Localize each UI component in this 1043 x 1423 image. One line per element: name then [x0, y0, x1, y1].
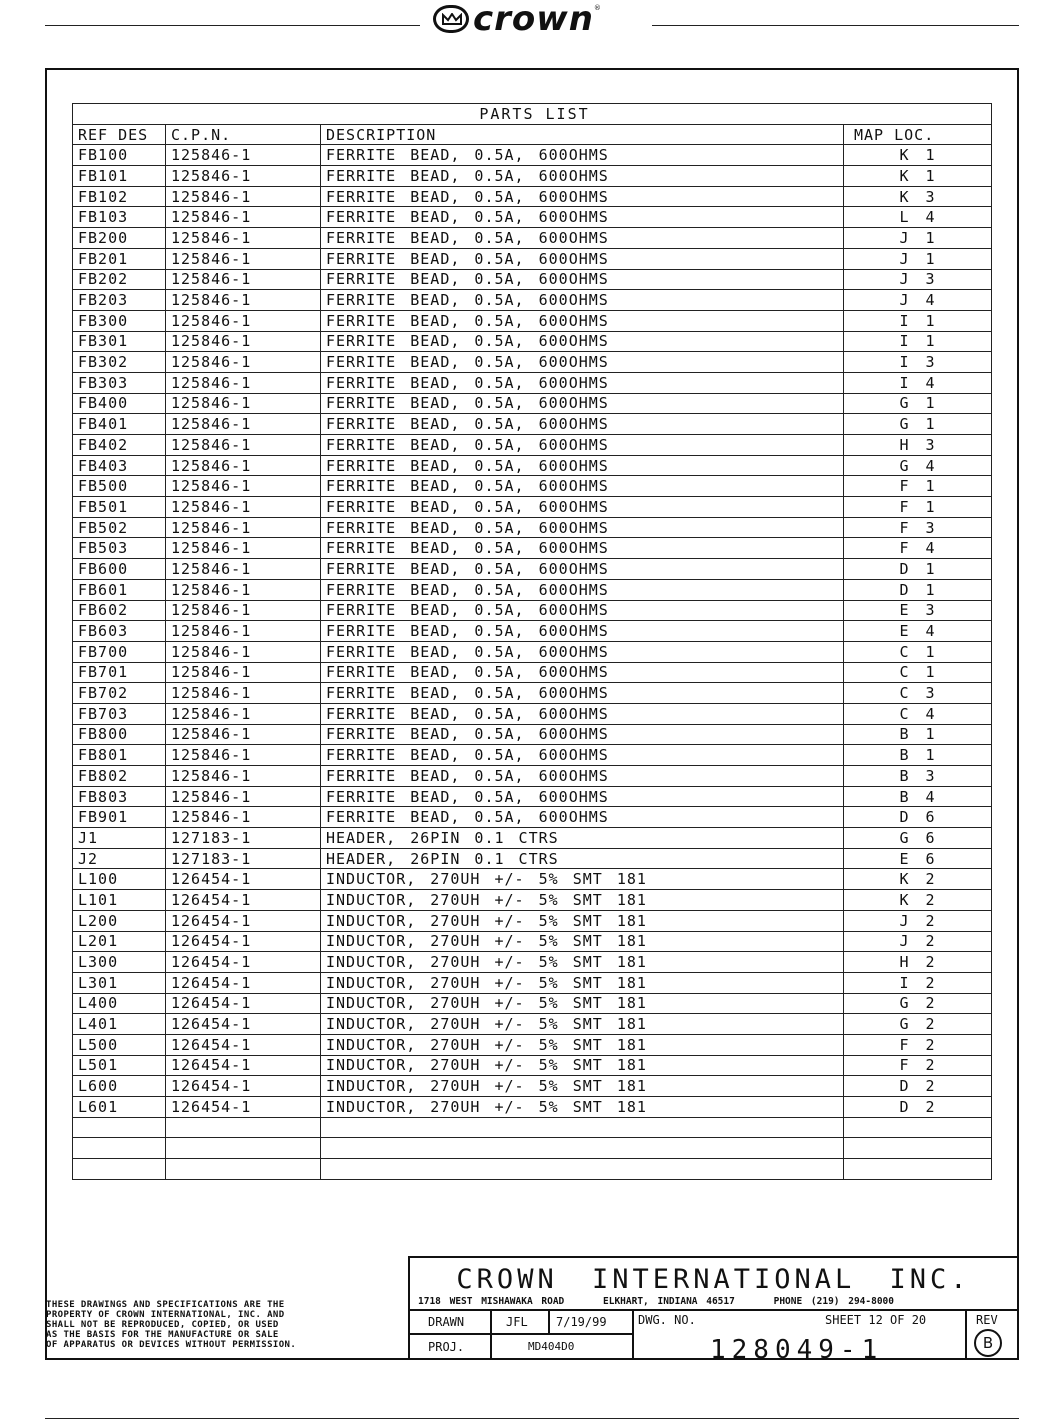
cell-map-loc: I 1 — [844, 310, 992, 331]
table-row — [73, 166, 992, 187]
crown-logo — [433, 0, 646, 39]
table-row — [73, 910, 992, 931]
cell-map-loc: I 2 — [844, 972, 992, 993]
cell-ref-des: FB500 — [73, 476, 166, 497]
cell-map-loc: F 3 — [844, 517, 992, 538]
cell-map-loc: I 4 — [844, 372, 992, 393]
cell-ref-des: L600 — [73, 1076, 166, 1097]
cell-description: INDUCTOR, 270UH +/- 5% SMT 181 — [321, 1034, 844, 1055]
table-row — [73, 207, 992, 228]
cell-description: FERRITE BEAD, 0.5A, 600OHMS — [321, 786, 844, 807]
cell-ref-des: FB800 — [73, 724, 166, 745]
cell-ref-des: FB103 — [73, 207, 166, 228]
table-row — [73, 579, 992, 600]
parts-title-row — [73, 104, 992, 125]
table-row — [73, 1076, 992, 1097]
cell-description — [321, 1117, 844, 1138]
cell-cpn: 125846-1 — [166, 186, 321, 207]
cell-map-loc: F 1 — [844, 497, 992, 518]
cell-ref-des: FB101 — [73, 166, 166, 187]
cell-ref-des: FB600 — [73, 559, 166, 580]
col-header-ref-des: REF DES — [73, 124, 166, 145]
cell-map-loc: C 3 — [844, 683, 992, 704]
cell-map-loc: E 4 — [844, 621, 992, 642]
company-address-line — [418, 1296, 894, 1307]
title-block-divider — [965, 1309, 967, 1360]
cell-cpn: 125846-1 — [166, 662, 321, 683]
cell-map-loc — [844, 1159, 992, 1180]
cell-map-loc: D 6 — [844, 807, 992, 828]
table-row — [73, 1034, 992, 1055]
cell-description: INDUCTOR, 270UH +/- 5% SMT 181 — [321, 1097, 844, 1118]
cell-description: FERRITE BEAD, 0.5A, 600OHMS — [321, 248, 844, 269]
title-block-divider — [410, 1333, 632, 1335]
cell-map-loc: C 1 — [844, 662, 992, 683]
cell-ref-des: FB100 — [73, 145, 166, 166]
cell-ref-des: L400 — [73, 993, 166, 1014]
table-row — [73, 807, 992, 828]
cell-ref-des: FB203 — [73, 290, 166, 311]
cell-description: INDUCTOR, 270UH +/- 5% SMT 181 — [321, 972, 844, 993]
cell-ref-des: FB302 — [73, 352, 166, 373]
cell-ref-des: FB400 — [73, 393, 166, 414]
cell-cpn: 125846-1 — [166, 559, 321, 580]
cell-description: FERRITE BEAD, 0.5A, 600OHMS — [321, 414, 844, 435]
header-rule-left — [45, 25, 420, 26]
cell-ref-des: FB702 — [73, 683, 166, 704]
cell-ref-des: L301 — [73, 972, 166, 993]
cell-cpn: 125846-1 — [166, 269, 321, 290]
cell-map-loc: F 2 — [844, 1055, 992, 1076]
proprietary-notice: THESE DRAWINGS AND SPECIFICATIONS ARE THE PROPERTY OF CROWN INTERNATIONAL, INC. AND SHALL NOT BE REPRODUCED, COPIED, OR USED AS THE BASIS FOR THE MANUFACTURE OR SALE OF APPARATUS OR DEVICES WITHOUT PERMISSION. — [46, 1300, 297, 1350]
table-row — [73, 497, 992, 518]
table-row — [73, 1159, 992, 1180]
cell-description: FERRITE BEAD, 0.5A, 600OHMS — [321, 517, 844, 538]
table-row — [73, 290, 992, 311]
cell-ref-des: FB402 — [73, 435, 166, 456]
cell-cpn: 125846-1 — [166, 497, 321, 518]
cell-map-loc: K 3 — [844, 186, 992, 207]
cell-map-loc: D 1 — [844, 579, 992, 600]
cell-ref-des: FB200 — [73, 228, 166, 249]
cell-description: HEADER, 26PIN 0.1 CTRS — [321, 828, 844, 849]
table-row — [73, 393, 992, 414]
cell-cpn: 126454-1 — [166, 1055, 321, 1076]
cell-map-loc: J 3 — [844, 269, 992, 290]
cell-ref-des — [73, 1117, 166, 1138]
cell-cpn: 125846-1 — [166, 331, 321, 352]
cell-ref-des: FB603 — [73, 621, 166, 642]
cell-ref-des: L401 — [73, 1014, 166, 1035]
rev-label: REV — [976, 1313, 998, 1327]
cell-ref-des: FB602 — [73, 600, 166, 621]
table-row — [73, 1138, 992, 1159]
table-row — [73, 724, 992, 745]
cell-ref-des: J1 — [73, 828, 166, 849]
cell-map-loc: G 2 — [844, 993, 992, 1014]
table-row — [73, 248, 992, 269]
table-row — [73, 703, 992, 724]
cell-map-loc: D 2 — [844, 1097, 992, 1118]
revision-letter: B — [974, 1329, 1002, 1357]
table-row — [73, 828, 992, 849]
table-row — [73, 331, 992, 352]
cell-cpn: 125846-1 — [166, 476, 321, 497]
cell-description: FERRITE BEAD, 0.5A, 600OHMS — [321, 683, 844, 704]
cell-description: FERRITE BEAD, 0.5A, 600OHMS — [321, 269, 844, 290]
cell-ref-des: FB502 — [73, 517, 166, 538]
cell-description: FERRITE BEAD, 0.5A, 600OHMS — [321, 703, 844, 724]
drawn-label: DRAWN — [428, 1315, 465, 1329]
cell-description: INDUCTOR, 270UH +/- 5% SMT 181 — [321, 1014, 844, 1035]
cell-ref-des: FB503 — [73, 538, 166, 559]
cell-description: FERRITE BEAD, 0.5A, 600OHMS — [321, 352, 844, 373]
cell-description: INDUCTOR, 270UH +/- 5% SMT 181 — [321, 910, 844, 931]
parts-list-table — [72, 103, 992, 1180]
cell-ref-des: FB301 — [73, 331, 166, 352]
cell-cpn: 126454-1 — [166, 972, 321, 993]
cell-ref-des: FB202 — [73, 269, 166, 290]
cell-description: FERRITE BEAD, 0.5A, 600OHMS — [321, 290, 844, 311]
table-row — [73, 952, 992, 973]
cell-cpn: 125846-1 — [166, 414, 321, 435]
table-row — [73, 228, 992, 249]
cell-description: FERRITE BEAD, 0.5A, 600OHMS — [321, 372, 844, 393]
cell-map-loc — [844, 1138, 992, 1159]
table-row — [73, 848, 992, 869]
cell-cpn: 126454-1 — [166, 910, 321, 931]
header-rule-right — [652, 25, 1019, 26]
cell-cpn: 125846-1 — [166, 290, 321, 311]
cell-description: HEADER, 26PIN 0.1 CTRS — [321, 848, 844, 869]
table-row — [73, 641, 992, 662]
cell-map-loc: B 4 — [844, 786, 992, 807]
table-row — [73, 186, 992, 207]
cell-cpn: 125846-1 — [166, 166, 321, 187]
table-row — [73, 559, 992, 580]
cell-map-loc: L 4 — [844, 207, 992, 228]
cell-map-loc: G 6 — [844, 828, 992, 849]
cell-description: FERRITE BEAD, 0.5A, 600OHMS — [321, 641, 844, 662]
city-state-zip: ELKHART, INDIANA 46517 — [603, 1296, 735, 1307]
title-block-divider — [548, 1309, 550, 1333]
cell-description: FERRITE BEAD, 0.5A, 600OHMS — [321, 207, 844, 228]
table-row — [73, 621, 992, 642]
cell-ref-des: L101 — [73, 890, 166, 911]
cell-map-loc: J 4 — [844, 290, 992, 311]
cell-ref-des — [73, 1159, 166, 1180]
table-row — [73, 1014, 992, 1035]
cell-cpn: 125846-1 — [166, 145, 321, 166]
cell-cpn: 125846-1 — [166, 807, 321, 828]
cell-cpn: 125846-1 — [166, 248, 321, 269]
table-row — [73, 662, 992, 683]
cell-map-loc: J 2 — [844, 931, 992, 952]
cell-description: FERRITE BEAD, 0.5A, 600OHMS — [321, 724, 844, 745]
cell-description: FERRITE BEAD, 0.5A, 600OHMS — [321, 228, 844, 249]
table-row — [73, 538, 992, 559]
cell-ref-des: FB300 — [73, 310, 166, 331]
cell-cpn: 125846-1 — [166, 393, 321, 414]
cell-ref-des: FB901 — [73, 807, 166, 828]
cell-ref-des: L201 — [73, 931, 166, 952]
cell-description: FERRITE BEAD, 0.5A, 600OHMS — [321, 621, 844, 642]
cell-cpn: 125846-1 — [166, 600, 321, 621]
dwg-no-label: DWG. NO. — [638, 1313, 696, 1327]
cell-map-loc: G 1 — [844, 414, 992, 435]
cell-cpn: 125846-1 — [166, 683, 321, 704]
cell-map-loc: G 4 — [844, 455, 992, 476]
crown-icon — [433, 5, 469, 33]
brand-wordmark: crown — [473, 0, 594, 39]
table-row — [73, 786, 992, 807]
registered-mark: ® — [593, 4, 601, 12]
phone-number: PHONE (219) 294-8000 — [773, 1296, 894, 1307]
cell-ref-des: L200 — [73, 910, 166, 931]
cell-map-loc: E 3 — [844, 600, 992, 621]
cell-cpn: 127183-1 — [166, 828, 321, 849]
cell-cpn — [166, 1117, 321, 1138]
cell-map-loc: C 1 — [844, 641, 992, 662]
cell-description: FERRITE BEAD, 0.5A, 600OHMS — [321, 186, 844, 207]
cell-ref-des: FB403 — [73, 455, 166, 476]
cell-description: FERRITE BEAD, 0.5A, 600OHMS — [321, 559, 844, 580]
table-row — [73, 435, 992, 456]
proj-value: MD404D0 — [528, 1340, 575, 1353]
cell-description: FERRITE BEAD, 0.5A, 600OHMS — [321, 435, 844, 456]
table-row — [73, 745, 992, 766]
table-row — [73, 600, 992, 621]
cell-map-loc: K 2 — [844, 890, 992, 911]
cell-description: FERRITE BEAD, 0.5A, 600OHMS — [321, 166, 844, 187]
cell-cpn: 126454-1 — [166, 1014, 321, 1035]
cell-ref-des: L100 — [73, 869, 166, 890]
cell-cpn — [166, 1138, 321, 1159]
cell-description: FERRITE BEAD, 0.5A, 600OHMS — [321, 145, 844, 166]
table-row — [73, 310, 992, 331]
cell-description: FERRITE BEAD, 0.5A, 600OHMS — [321, 766, 844, 787]
table-row — [73, 414, 992, 435]
cell-map-loc: B 1 — [844, 745, 992, 766]
sheet-number: SHEET 12 OF 20 — [825, 1313, 927, 1327]
cell-cpn: 125846-1 — [166, 435, 321, 456]
table-row — [73, 931, 992, 952]
cell-ref-des: J2 — [73, 848, 166, 869]
cell-cpn: 125846-1 — [166, 517, 321, 538]
proj-label: PROJ. — [428, 1340, 465, 1354]
cell-description — [321, 1138, 844, 1159]
cell-ref-des: L500 — [73, 1034, 166, 1055]
table-row — [73, 269, 992, 290]
cell-map-loc: G 2 — [844, 1014, 992, 1035]
cell-cpn: 125846-1 — [166, 621, 321, 642]
cell-map-loc: J 1 — [844, 228, 992, 249]
cell-cpn: 126454-1 — [166, 1076, 321, 1097]
cell-cpn: 125846-1 — [166, 310, 321, 331]
title-block-divider — [490, 1309, 492, 1360]
cell-cpn: 125846-1 — [166, 579, 321, 600]
cell-description: FERRITE BEAD, 0.5A, 600OHMS — [321, 455, 844, 476]
cell-ref-des — [73, 1138, 166, 1159]
table-row — [73, 683, 992, 704]
table-row — [73, 372, 992, 393]
col-header-map-loc: MAP LOC. — [844, 124, 992, 145]
cell-cpn: 126454-1 — [166, 931, 321, 952]
cell-cpn: 125846-1 — [166, 724, 321, 745]
title-block-divider — [632, 1309, 634, 1360]
cell-map-loc: D 2 — [844, 1076, 992, 1097]
cell-cpn: 126454-1 — [166, 952, 321, 973]
cell-map-loc: H 2 — [844, 952, 992, 973]
title-block-divider — [410, 1309, 1017, 1311]
cell-map-loc — [844, 1117, 992, 1138]
cell-cpn: 125846-1 — [166, 207, 321, 228]
company-name: CROWN INTERNATIONAL INC. — [456, 1264, 971, 1295]
cell-cpn: 125846-1 — [166, 538, 321, 559]
cell-map-loc: G 1 — [844, 393, 992, 414]
cell-map-loc: I 1 — [844, 331, 992, 352]
cell-map-loc: B 3 — [844, 766, 992, 787]
cell-ref-des: FB601 — [73, 579, 166, 600]
cell-ref-des: FB703 — [73, 703, 166, 724]
cell-map-loc: K 2 — [844, 869, 992, 890]
cell-ref-des: FB303 — [73, 372, 166, 393]
table-row — [73, 890, 992, 911]
table-row — [73, 766, 992, 787]
cell-description: FERRITE BEAD, 0.5A, 600OHMS — [321, 393, 844, 414]
cell-map-loc: K 1 — [844, 145, 992, 166]
cell-description: INDUCTOR, 270UH +/- 5% SMT 181 — [321, 1055, 844, 1076]
col-header-description: DESCRIPTION — [321, 124, 844, 145]
cell-description: FERRITE BEAD, 0.5A, 600OHMS — [321, 497, 844, 518]
table-row — [73, 993, 992, 1014]
parts-header-row — [73, 124, 992, 145]
cell-cpn: 125846-1 — [166, 352, 321, 373]
drawing-number: 128049-1 — [710, 1335, 884, 1365]
cell-ref-des: FB501 — [73, 497, 166, 518]
cell-ref-des: FB803 — [73, 786, 166, 807]
cell-map-loc: I 3 — [844, 352, 992, 373]
cell-map-loc: K 1 — [844, 166, 992, 187]
cell-ref-des: FB201 — [73, 248, 166, 269]
cell-map-loc: F 2 — [844, 1034, 992, 1055]
cell-map-loc: B 1 — [844, 724, 992, 745]
cell-description: INDUCTOR, 270UH +/- 5% SMT 181 — [321, 1076, 844, 1097]
cell-description: FERRITE BEAD, 0.5A, 600OHMS — [321, 331, 844, 352]
cell-map-loc: D 1 — [844, 559, 992, 580]
table-row — [73, 972, 992, 993]
cell-ref-des: FB700 — [73, 641, 166, 662]
cell-cpn: 125846-1 — [166, 372, 321, 393]
cell-cpn: 125846-1 — [166, 703, 321, 724]
table-row — [73, 517, 992, 538]
footer-rule — [45, 1418, 1019, 1419]
cell-cpn — [166, 1159, 321, 1180]
table-row — [73, 1097, 992, 1118]
cell-cpn: 125846-1 — [166, 786, 321, 807]
table-row — [73, 1055, 992, 1076]
cell-map-loc: C 4 — [844, 703, 992, 724]
cell-description: INDUCTOR, 270UH +/- 5% SMT 181 — [321, 869, 844, 890]
cell-cpn: 125846-1 — [166, 766, 321, 787]
cell-description: FERRITE BEAD, 0.5A, 600OHMS — [321, 476, 844, 497]
table-row — [73, 145, 992, 166]
parts-list-title: PARTS LIST — [73, 104, 992, 125]
cell-cpn: 125846-1 — [166, 455, 321, 476]
cell-map-loc: E 6 — [844, 848, 992, 869]
cell-cpn: 126454-1 — [166, 1097, 321, 1118]
cell-map-loc: H 3 — [844, 435, 992, 456]
cell-description: FERRITE BEAD, 0.5A, 600OHMS — [321, 662, 844, 683]
cell-ref-des: L501 — [73, 1055, 166, 1076]
cell-ref-des: FB701 — [73, 662, 166, 683]
cell-description: FERRITE BEAD, 0.5A, 600OHMS — [321, 807, 844, 828]
col-header-cpn: C.P.N. — [166, 124, 321, 145]
cell-map-loc: F 4 — [844, 538, 992, 559]
cell-ref-des: FB801 — [73, 745, 166, 766]
cell-description: FERRITE BEAD, 0.5A, 600OHMS — [321, 579, 844, 600]
cell-description: INDUCTOR, 270UH +/- 5% SMT 181 — [321, 931, 844, 952]
cell-cpn: 126454-1 — [166, 869, 321, 890]
table-row — [73, 455, 992, 476]
cell-cpn: 126454-1 — [166, 993, 321, 1014]
cell-description: INDUCTOR, 270UH +/- 5% SMT 181 — [321, 952, 844, 973]
cell-map-loc: J 1 — [844, 248, 992, 269]
cell-description — [321, 1159, 844, 1180]
cell-description: FERRITE BEAD, 0.5A, 600OHMS — [321, 538, 844, 559]
cell-description: FERRITE BEAD, 0.5A, 600OHMS — [321, 745, 844, 766]
cell-cpn: 126454-1 — [166, 890, 321, 911]
cell-cpn: 127183-1 — [166, 848, 321, 869]
cell-cpn: 125846-1 — [166, 745, 321, 766]
cell-map-loc: F 1 — [844, 476, 992, 497]
street-address: 1718 WEST MISHAWAKA ROAD — [418, 1296, 565, 1307]
cell-ref-des: FB102 — [73, 186, 166, 207]
cell-ref-des: L300 — [73, 952, 166, 973]
table-row — [73, 869, 992, 890]
drawn-date: 7/19/99 — [556, 1315, 607, 1329]
table-row — [73, 476, 992, 497]
cell-cpn: 125846-1 — [166, 228, 321, 249]
cell-ref-des: FB401 — [73, 414, 166, 435]
title-block — [408, 1256, 1019, 1365]
cell-description: FERRITE BEAD, 0.5A, 600OHMS — [321, 600, 844, 621]
drawn-by: JFL — [506, 1315, 528, 1329]
cell-description: FERRITE BEAD, 0.5A, 600OHMS — [321, 310, 844, 331]
cell-cpn: 125846-1 — [166, 641, 321, 662]
cell-ref-des: L601 — [73, 1097, 166, 1118]
table-row — [73, 1117, 992, 1138]
table-row — [73, 352, 992, 373]
cell-ref-des: FB802 — [73, 766, 166, 787]
cell-description: INDUCTOR, 270UH +/- 5% SMT 181 — [321, 993, 844, 1014]
cell-description: INDUCTOR, 270UH +/- 5% SMT 181 — [321, 890, 844, 911]
cell-map-loc: J 2 — [844, 910, 992, 931]
cell-cpn: 126454-1 — [166, 1034, 321, 1055]
